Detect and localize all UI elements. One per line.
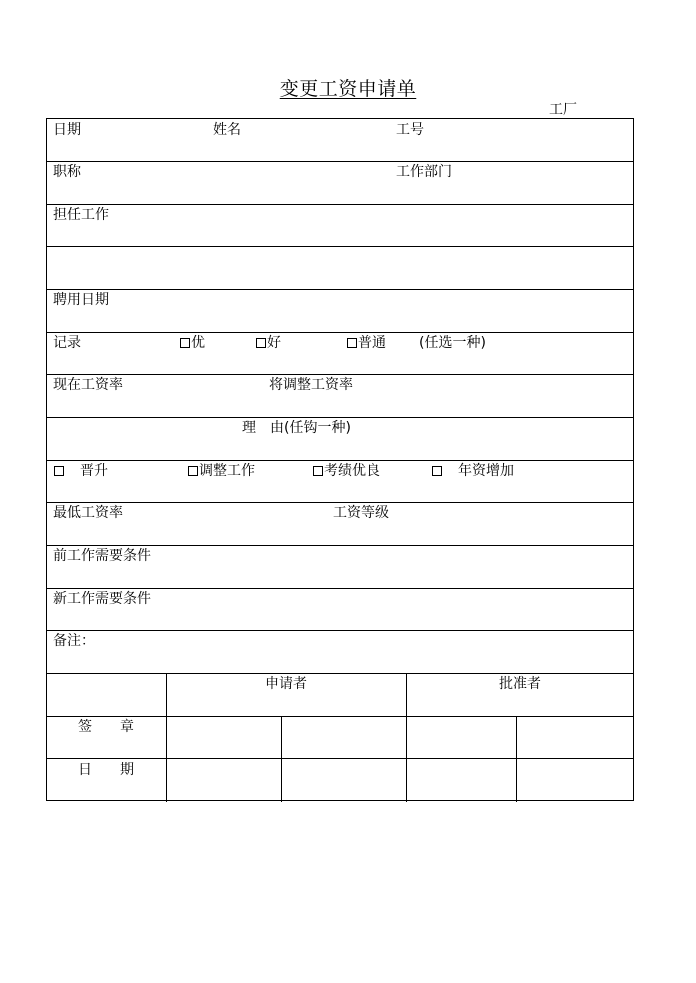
- hire-date-label: 聘用日期: [53, 292, 109, 308]
- factory-label: 工厂: [549, 102, 577, 118]
- row-divider: [47, 673, 633, 674]
- reason-heading: 理 由(任钩一种): [242, 420, 351, 436]
- wage-change-form: [46, 118, 634, 801]
- reason-option-performance[interactable]: 考绩优良: [313, 462, 380, 480]
- min-rate-label: 最低工资率: [53, 505, 123, 521]
- row-divider: [47, 417, 633, 418]
- name-label: 姓名: [213, 122, 241, 138]
- applicant-header: 申请者: [265, 676, 307, 692]
- employee-no-label: 工号: [396, 122, 424, 138]
- record-hint: (任选一种): [419, 335, 486, 351]
- row-divider: [47, 332, 633, 333]
- reason-option-promotion[interactable]: 晋升: [54, 462, 108, 480]
- row-divider: [47, 758, 633, 759]
- row-divider: [47, 716, 633, 717]
- row-divider: [47, 545, 633, 546]
- reason-option-seniority[interactable]: 年资增加: [432, 462, 514, 480]
- seal-label: 签 章: [78, 719, 134, 735]
- row-divider: [47, 630, 633, 631]
- remarks-label: 备注：: [53, 633, 95, 649]
- reason-option-reassignment[interactable]: 调整工作: [188, 462, 255, 480]
- column-divider: [516, 716, 517, 802]
- row-divider: [47, 246, 633, 247]
- approver-header: 批准者: [499, 676, 541, 692]
- row-divider: [47, 502, 633, 503]
- row-divider: [47, 374, 633, 375]
- row-divider: [47, 204, 633, 205]
- checkbox-icon[interactable]: [256, 338, 266, 348]
- checkbox-icon[interactable]: [347, 338, 357, 348]
- department-label: 工作部门: [396, 164, 452, 180]
- date-label: 日期: [53, 122, 81, 138]
- row-divider: [47, 289, 633, 290]
- prev-requirements-label: 前工作需要条件: [53, 548, 151, 564]
- row-divider: [47, 588, 633, 589]
- grade-label: 工资等级: [333, 505, 389, 521]
- current-position-label: 担任工作: [53, 207, 109, 223]
- new-requirements-label: 新工作需要条件: [53, 591, 151, 607]
- record-option-average[interactable]: 普通: [347, 334, 386, 352]
- signoff-date-label: 日 期: [78, 762, 134, 778]
- checkbox-icon[interactable]: [313, 466, 323, 476]
- row-divider: [47, 460, 633, 461]
- current-rate-label: 现在工资率: [53, 377, 123, 393]
- checkbox-icon[interactable]: [432, 466, 442, 476]
- record-option-good[interactable]: 好: [256, 334, 281, 352]
- page-title: 变更工资申请单: [279, 78, 417, 100]
- checkbox-icon[interactable]: [54, 466, 64, 476]
- column-divider: [281, 716, 282, 802]
- checkbox-icon[interactable]: [180, 338, 190, 348]
- new-rate-label: 将调整工资率: [269, 377, 353, 393]
- record-option-excellent[interactable]: 优: [180, 334, 205, 352]
- record-label: 记录: [53, 335, 81, 351]
- checkbox-icon[interactable]: [188, 466, 198, 476]
- job-title-label: 职称: [53, 164, 81, 180]
- row-divider: [47, 161, 633, 162]
